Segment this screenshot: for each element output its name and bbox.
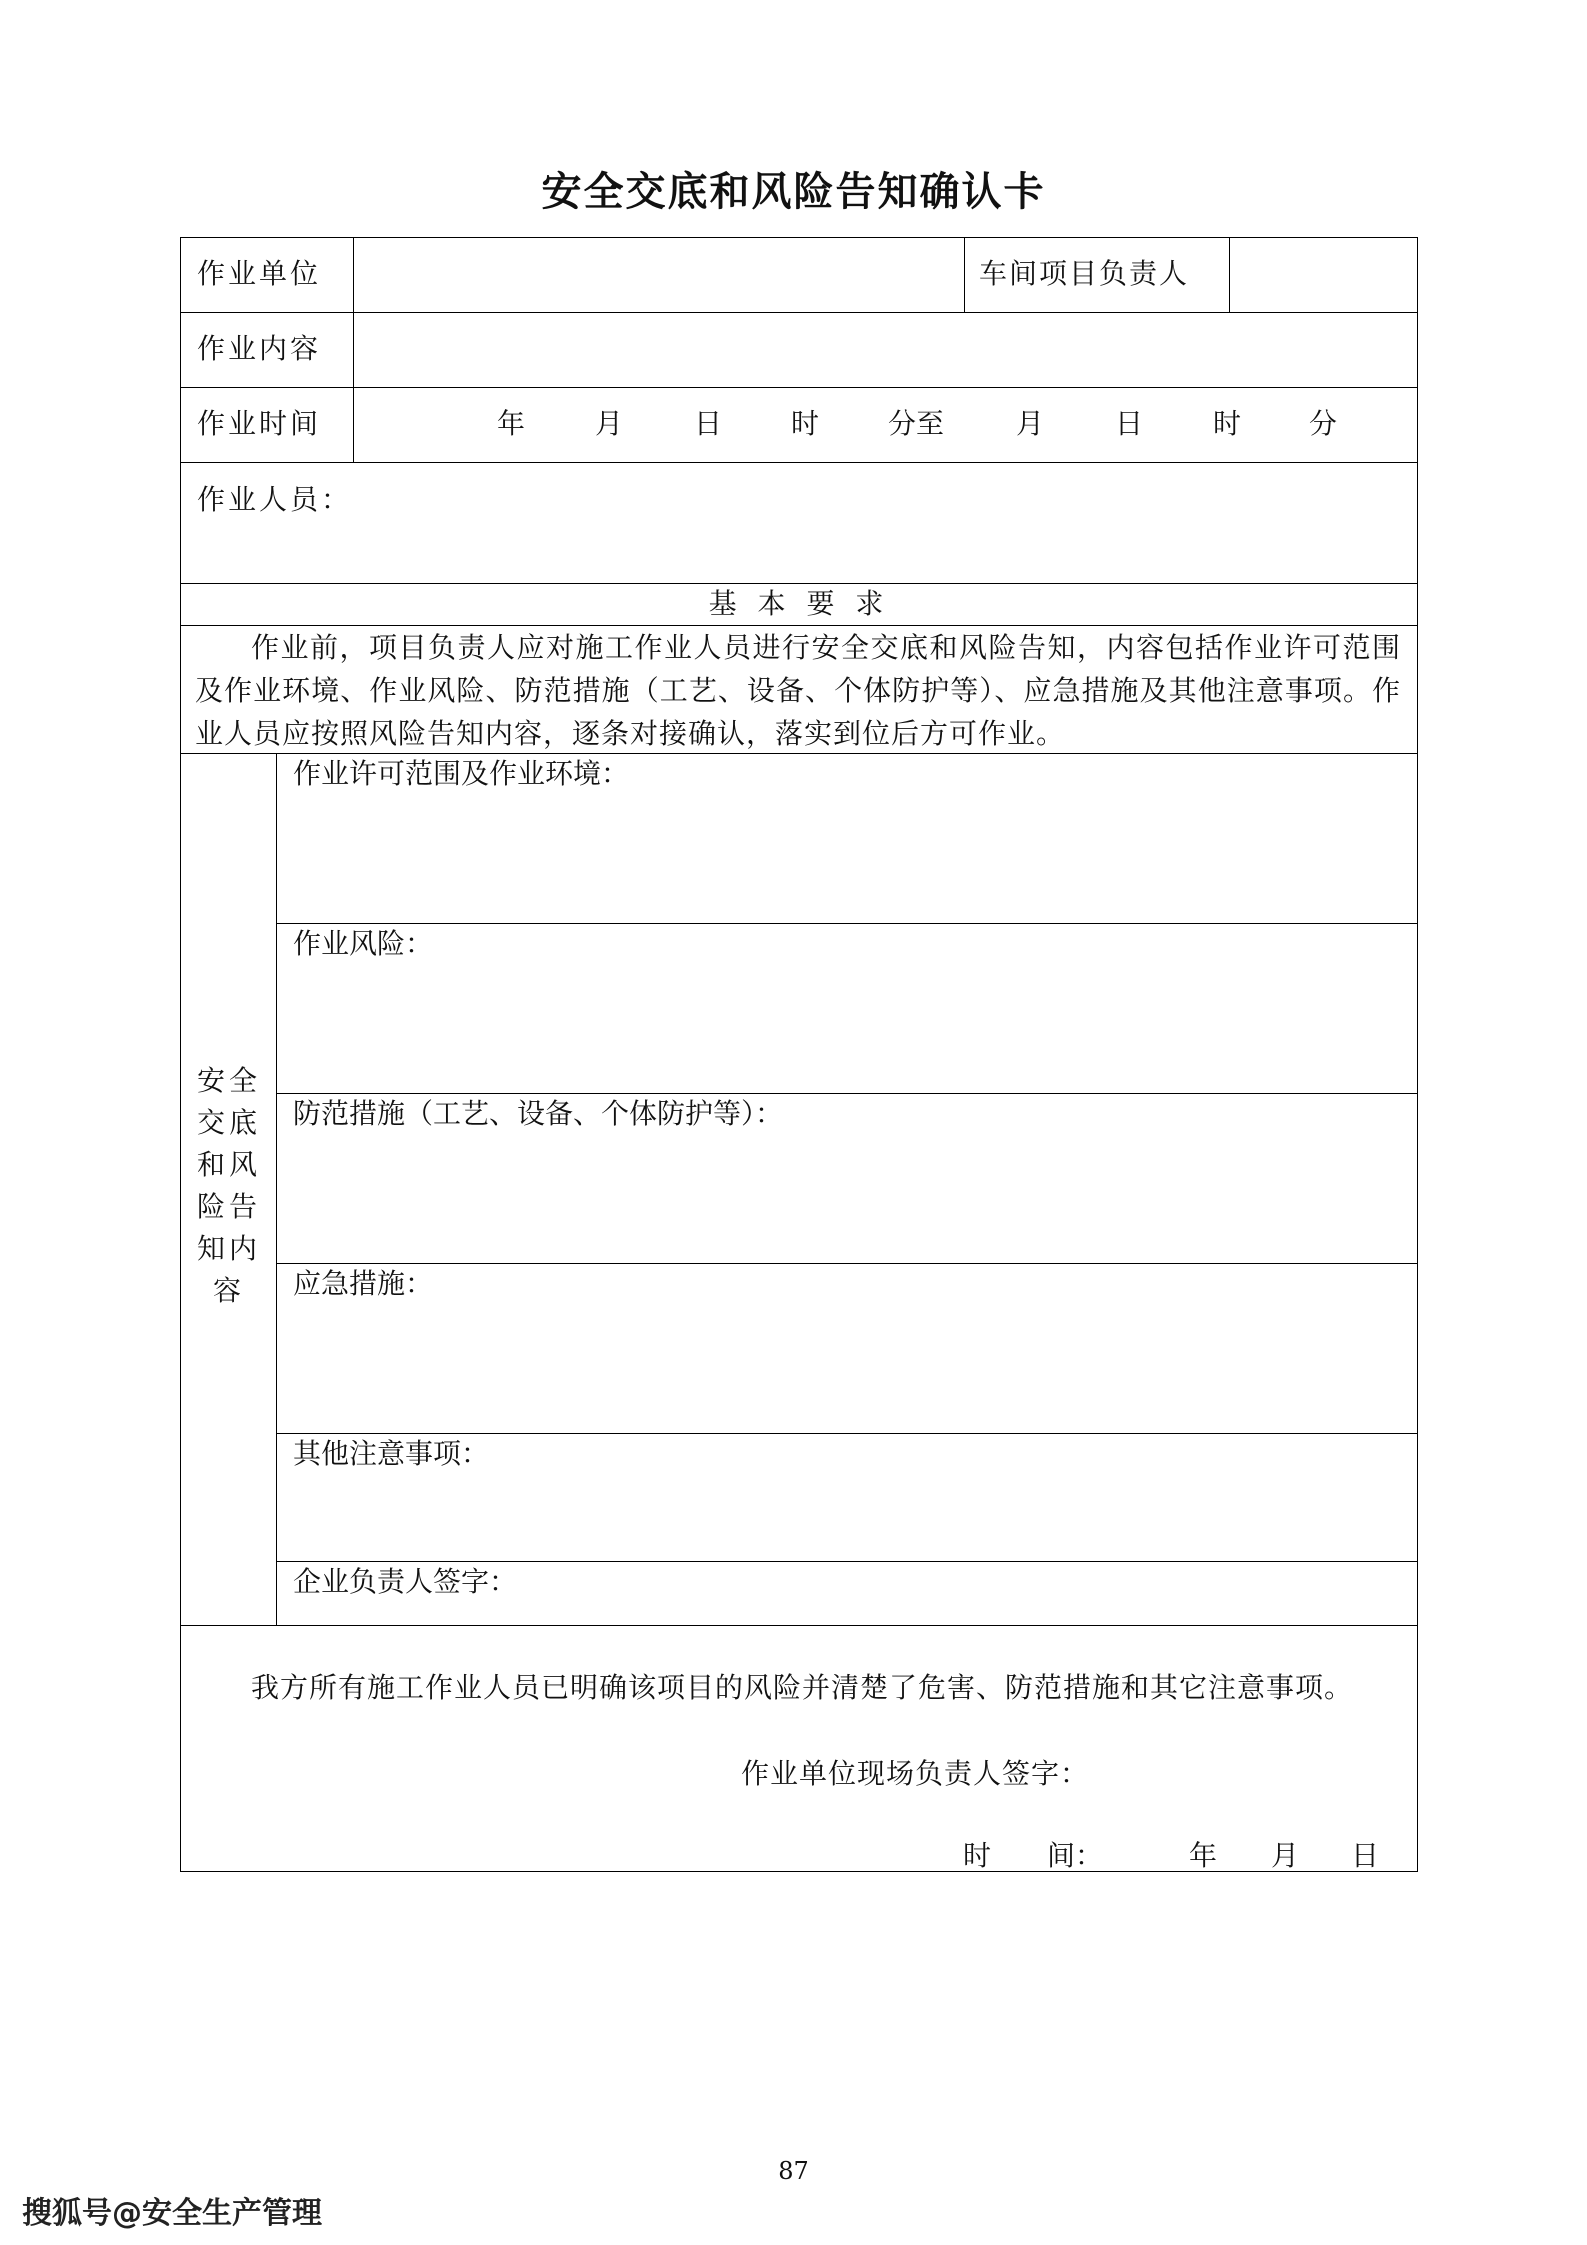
section-divider	[276, 1433, 1417, 1434]
time-hour: 时	[791, 407, 820, 440]
row-divider	[181, 462, 1417, 463]
confirmation-card	[180, 237, 1418, 1872]
column-divider	[353, 238, 354, 462]
onsite-signature-label: 作业单位现场负责人签字：	[741, 1757, 1090, 1790]
section-divider	[276, 1093, 1417, 1094]
row-divider	[181, 1625, 1417, 1626]
unit-label: 作业单位	[197, 257, 322, 290]
confirmation-time-label: 时 间：	[963, 1839, 1104, 1872]
time-end-hour: 时	[1213, 407, 1242, 440]
confirmation-month: 月	[1271, 1839, 1300, 1872]
confirmation-day: 日	[1351, 1839, 1380, 1872]
watermark: 搜狐号@安全生产管理	[22, 2196, 322, 2231]
time-month: 月	[595, 407, 624, 440]
time-end-month: 月	[1016, 407, 1045, 440]
disclosure-side-label: 安全 交底 和风 险告 知内 容	[196, 1064, 261, 1307]
row-divider	[181, 312, 1417, 313]
section-emergency: 应急措施：	[293, 1267, 434, 1300]
page-number: 87	[778, 2157, 809, 2185]
time-end-day: 日	[1115, 407, 1144, 440]
confirmation-year: 年	[1189, 1839, 1218, 1872]
page-title: 安全交底和风险告知确认卡	[541, 169, 1046, 215]
time-end-minute: 分	[1309, 407, 1338, 440]
section-risk: 作业风险：	[293, 927, 434, 960]
row-divider	[181, 387, 1417, 388]
row-divider	[181, 583, 1417, 584]
content-label: 作业内容	[197, 332, 322, 365]
section-precautions: 防范措施（工艺、设备、个体防护等）：	[293, 1097, 784, 1130]
section-divider	[276, 1263, 1417, 1264]
requirements-heading: 基 本 要 求	[708, 587, 890, 620]
time-label: 作业时间	[197, 407, 322, 440]
column-divider	[964, 238, 965, 312]
column-divider	[276, 753, 277, 1625]
manager-label: 车间项目负责人	[979, 257, 1190, 290]
section-divider	[276, 923, 1417, 924]
time-minute-to: 分至	[888, 407, 945, 440]
confirmation-text: 我方所有施工作业人员已明确该项目的风险并清楚了危害、防范措施和其它注意事项。	[251, 1671, 1354, 1704]
time-day: 日	[694, 407, 723, 440]
section-other: 其他注意事项：	[293, 1437, 490, 1470]
section-company-signature: 企业负责人签字：	[293, 1565, 518, 1598]
time-year: 年	[497, 407, 526, 440]
column-divider	[1229, 238, 1230, 312]
requirements-text: 作业前，项目负责人应对施工作业人员进行安全交底和风险告知，内容包括作业许可范围及作业环境、作业风险、防范措施（工艺、设备、个体防护等）、应急措施及其他注意事项。作业人员应按照风险告知内容，逐条对接确认，落实到位后方可作业。	[195, 631, 1401, 750]
section-scope: 作业许可范围及作业环境：	[293, 757, 630, 790]
personnel-label: 作业人员：	[197, 483, 353, 516]
section-divider	[276, 1561, 1417, 1562]
